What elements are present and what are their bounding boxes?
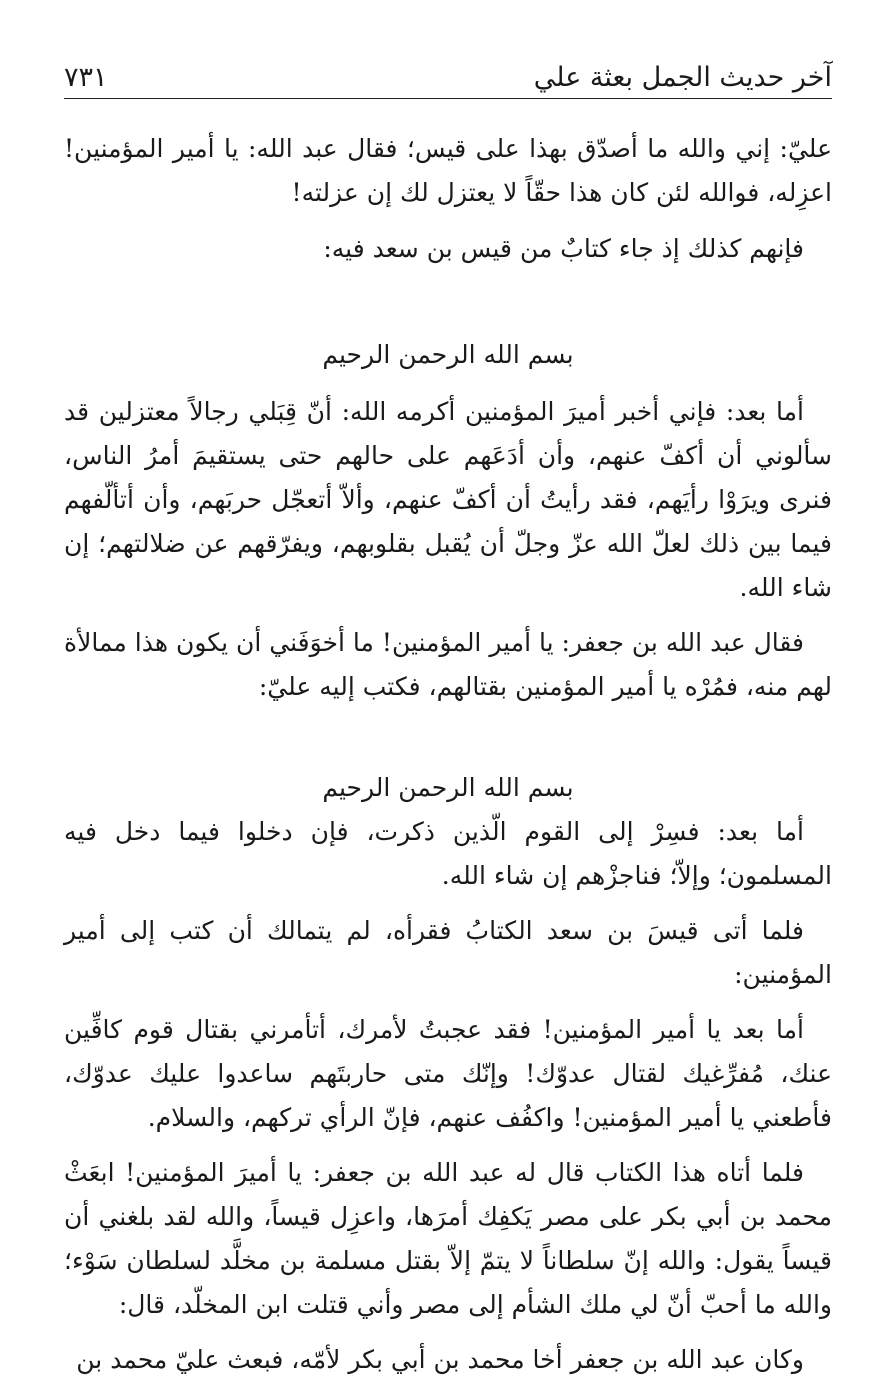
paragraph-1: عليّ: إني والله ما أصدّق بهذا على قيس؛ فقال عبد الله: يا أمير المؤمنين! اعزِله، فوالله لئن كان هذا حقّاً لا يعتزل لك إن عزلته! — [64, 134, 832, 207]
basmala-1: بسم الله الرحمن الرحيم — [322, 340, 574, 369]
paragraph-3: أما بعد: فإني أخبر أميرَ المؤمنين أكرمه الله: أنّ قِبَلي رجالاً معتزلين قد سألوني أن أكفّ عنهم، وأن أدَعَهم على حالهم حتى يستقيمَ أمرُ الناس، فنرى ويرَوْا رأيَهم، فقد رأيتُ أن أكفّ عنهم، وألاّ أتعجّل حربَهم، وأن أتألّفهم فيما بين ذلك لعلّ الله عزّ وجلّ أن يُقبل بقلوبهم، ويفرّقهم عن ضلالتهم؛ إن شاء الله. — [64, 397, 832, 602]
basmala-2: بسم الله الرحمن الرحيم — [322, 773, 574, 802]
page-number: ٧٣١ — [64, 62, 108, 93]
paragraph-8: فلما أتاه هذا الكتاب قال له عبد الله بن جعفر: يا أميرَ المؤمنين! ابعَثْ محمد بن أبي بكر على مصر يَكفِك أمرَها، واعزِل قيساً، والله لقد بلغني أن قيساً يقول: والله إنّ سلطاناً لا يتمّ إلاّ بقتل مسلمة بن مخلَّد لسلطان سَوْء؛ والله ما أحبّ أنّ لي ملك الشأم إلى مصر وأني قتلت ابن المخلّد، قال: — [64, 1158, 832, 1319]
book-page — [64, 52, 832, 1372]
paragraph-9: وكان عبد الله بن جعفر أخا محمد بن أبي بكر لأمّه، فبعث عليّ محمد بن — [76, 1345, 804, 1374]
running-title: آخر حديث الجمل بعثة علي — [533, 62, 832, 93]
paragraph-4: فقال عبد الله بن جعفر: يا أمير المؤمنين! ما أخوَفَني أن يكون هذا ممالأة لهم منه، فمُرْه يا أمير المؤمنين بقتالهم، فكتب إليه عليّ: — [64, 628, 832, 701]
paragraph-2: فإنهم كذلك إذ جاء كتابٌ من قيس بن سعد فيه: — [323, 234, 804, 263]
paragraph-7: أما بعد يا أمير المؤمنين! فقد عجبتُ لأمرك، أتأمرني بقتال قوم كافِّين عنك، مُفرِّغيك لقتال عدوّك! وإنّك متى حاربتَهم ساعدوا عليك عدوّك، فأطعني يا أمير المؤمنين! واكفُف عنهم، فإنّ الرأي تركهم، والسلام. — [64, 1015, 832, 1132]
page-header — [64, 52, 832, 99]
paragraph-5: أما بعد: فسِرْ إلى القوم الّذين ذكرت، فإن دخلوا فيما دخل فيه المسلمون؛ وإلاّ؛ فناجزْهم إن شاء الله. — [64, 817, 832, 890]
paragraph-6: فلما أتى قيسَ بن سعد الكتابُ فقرأه، لم يتمالك أن كتب إلى أمير المؤمنين: — [64, 916, 832, 989]
